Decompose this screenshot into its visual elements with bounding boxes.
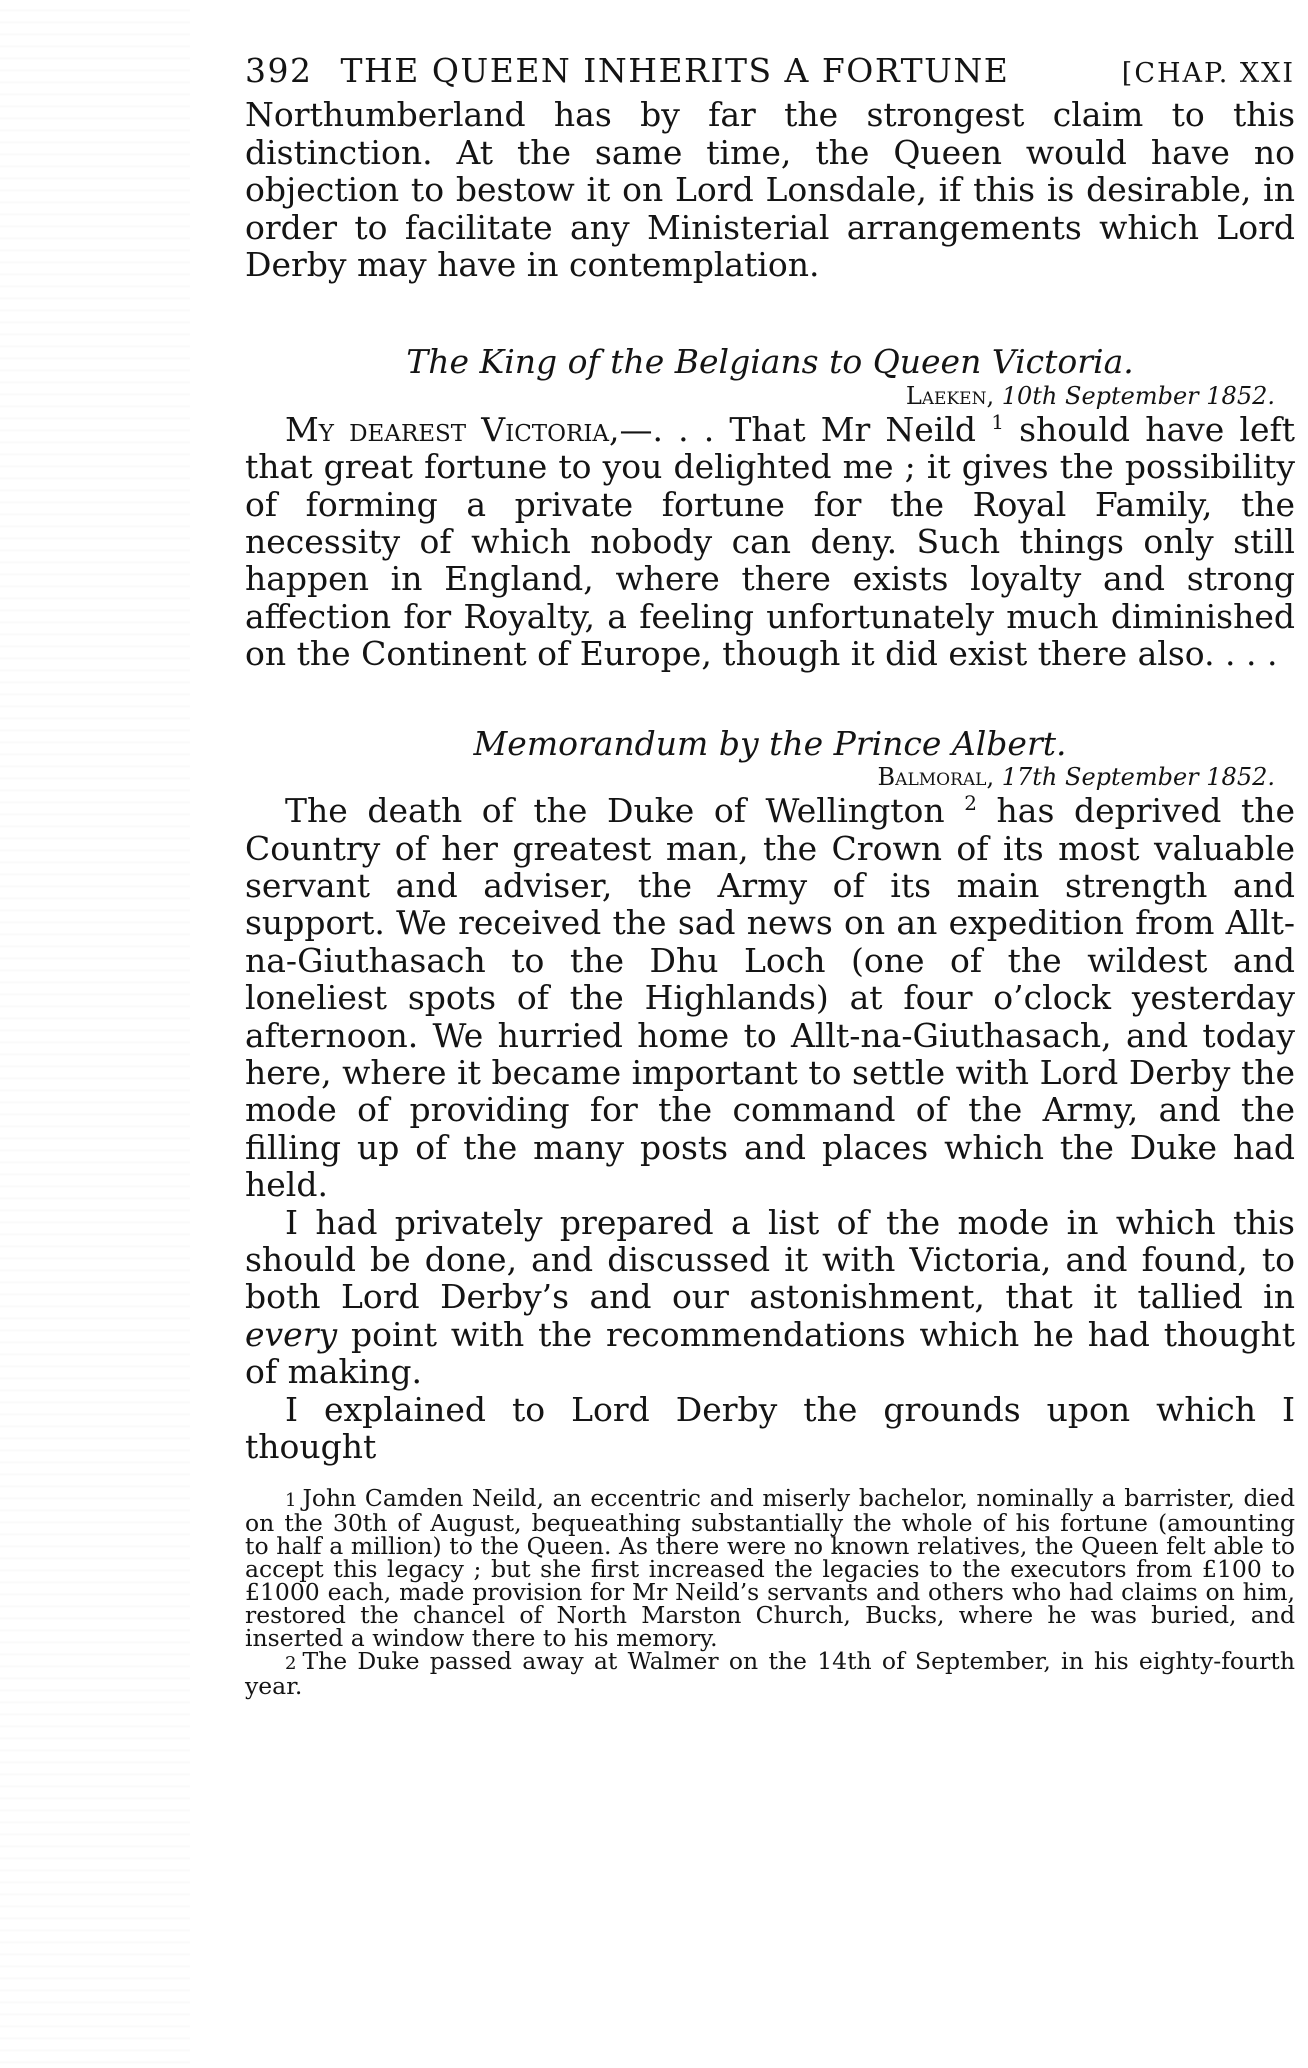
page-number: 392 bbox=[245, 51, 313, 90]
letter-heading: The King of the Belgians to Queen Victoria. bbox=[406, 342, 1134, 382]
memo-p1-start: The death of the Duke of Wellington bbox=[285, 791, 945, 831]
chapter-label: [CHAP. XXI bbox=[1121, 58, 1295, 89]
letter-dateline bbox=[245, 381, 1275, 411]
letter-place: Laeken, bbox=[905, 381, 995, 410]
memorandum-paragraph-3: I explained to Lord Derby the grounds upon which I thought bbox=[245, 1389, 1295, 1466]
intro-paragraph: Northumberland has by far the strongest claim to this distinction. At the same time, the Queen would have no objection to bestow it on Lord Lonsdale, if this is desirable, in order to facilitate any Ministerial arrangements which Lord Derby may have in contemplation. bbox=[245, 95, 1295, 285]
memorandum-date: 17th September 1852. bbox=[1001, 763, 1275, 792]
page-edge-shadow bbox=[0, 0, 190, 2068]
footnote-1 bbox=[245, 1484, 1295, 1653]
book-page bbox=[245, 51, 1295, 1701]
memo-p2-rest: point with the recommendations which he had thought of making. bbox=[245, 1314, 1295, 1392]
letter-date: 10th September 1852. bbox=[1001, 381, 1275, 410]
footnote-2-text: The Duke passed away at Walmer on the 14th of September, in his eighty-fourth year. bbox=[245, 1647, 1295, 1701]
footnote-2-number: 2 bbox=[285, 1653, 297, 1675]
running-header bbox=[245, 52, 1295, 92]
letter-body bbox=[245, 411, 1295, 673]
letter-text-rest: should have left that great fortune to you delighted me ; it gives the possibility of forming a private fortune for the Royal Family, the necessity of which nobody can deny. Such things only still happen in England, where there exists loyalty and strong affection for Royalty, a feeling unfortunately much diminished on the Continent of Europe, though it did exist there also. . . . bbox=[245, 409, 1295, 674]
footnote-1-text: John Camden Neild, an eccentric and miserly bachelor, nominally a barrister, died on the 30th of August, bequeathing substantially the whole of his fortune (amounting to half a million) to the Queen. As there were no known relatives, the Queen felt able to accept this legacy ; but she first increased the legacies to the executors from £100 to £1000 each, made provision for Mr Neild’s servants and others who had claims on him, restored the chancel of North Marston Church, Bucks, where he was buried, and inserted a window there to his memory. bbox=[245, 1484, 1295, 1653]
footnote-2 bbox=[245, 1647, 1295, 1701]
letter-salutation: My dearest Victoria, bbox=[285, 409, 620, 449]
footnote-1-number: 1 bbox=[285, 1490, 297, 1512]
memo-p1-rest: has deprived the Country of her greatest man, the Crown of its most valuable servant and adviser, the Army of its main strength and support. We received the sad news on an expedition from Allt-na-Giuthasach to the Dhu Loch (one of the wildest and loneliest spots of the Highlands) at four o’clock yesterday afternoon. We hurried home to Allt-na-Giuthasach, and today here, where it became important to settle with Lord Derby the mode of providing for the command of the Army, and the filling up of the many posts and places which the Duke had held. bbox=[245, 791, 1295, 1205]
footnote-ref-1: 1 bbox=[991, 409, 1004, 434]
memorandum-place: Balmoral, bbox=[877, 763, 995, 792]
memorandum-heading: Memorandum by the Prince Albert. bbox=[473, 723, 1067, 763]
memorandum-paragraph-2 bbox=[245, 1204, 1295, 1391]
letter-text-start: —. . . That Mr Neild bbox=[619, 409, 977, 449]
memo-p2-emphasis: every bbox=[245, 1314, 338, 1354]
memorandum-dateline bbox=[245, 762, 1275, 792]
memo-p2-start: I had privately prepared a list of the mode in which this should be done, and discussed it with Victoria, and found, to both Lord Derby’s and our astonishment, that it tallied in bbox=[245, 1202, 1295, 1317]
running-title: THE QUEEN INHERITS A FORTUNE bbox=[340, 51, 1010, 90]
footnote-ref-2: 2 bbox=[964, 791, 977, 816]
memorandum-paragraph-1 bbox=[245, 792, 1295, 1203]
